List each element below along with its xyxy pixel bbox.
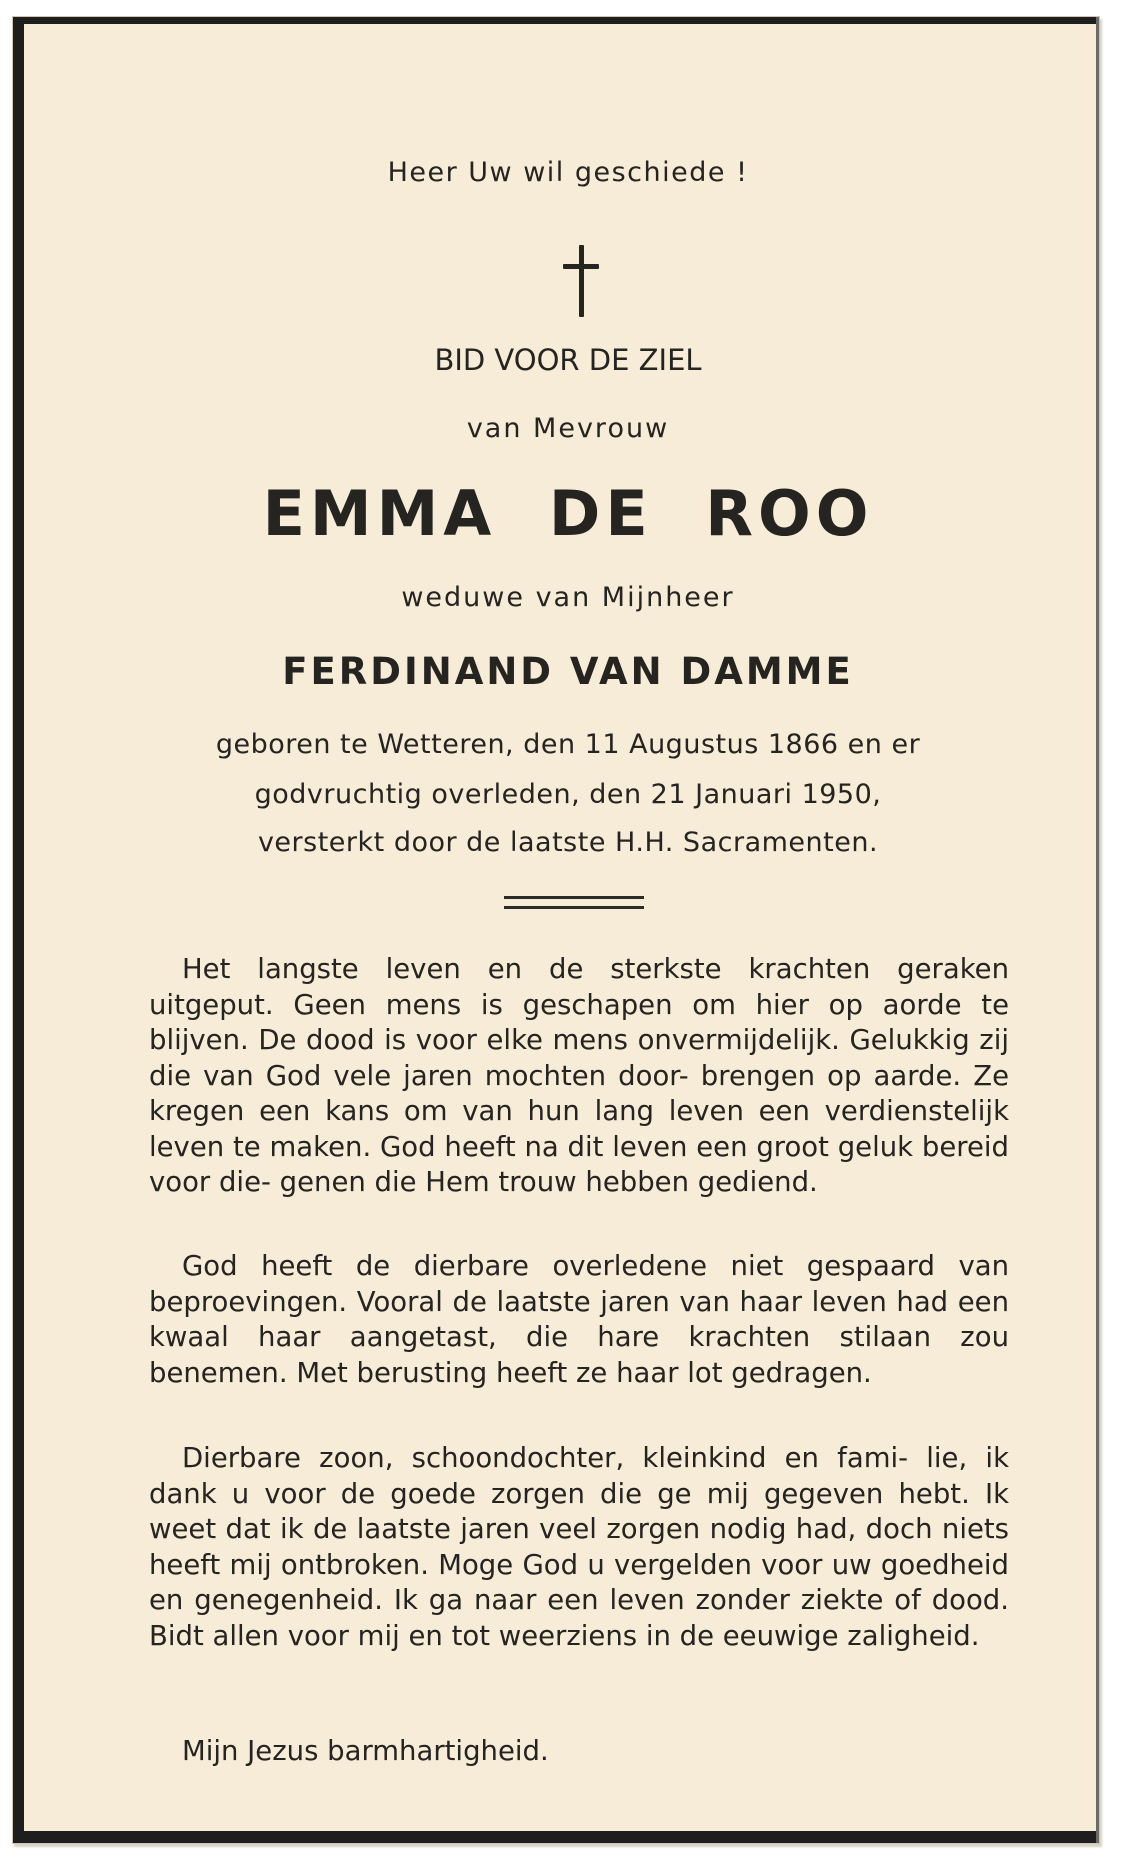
details-line-2: godvruchtig overleden, den 21 Januari 1950, [254, 779, 882, 810]
invocation-text: Heer Uw wil geschiede ! [387, 157, 749, 188]
border-right [1096, 17, 1099, 1843]
details-line-3: versterkt door de laatste H.H. Sacramenten. [257, 827, 879, 858]
details-line-1: geboren te Wetteren, den 11 Augustus 1866 en er [215, 729, 921, 760]
memorial-card [12, 16, 1100, 1844]
divider-line-lower [504, 906, 644, 909]
black-border-top [13, 17, 1099, 24]
deceased-name: EMMA DE ROO [262, 477, 874, 550]
black-border-bottom [13, 1831, 1099, 1843]
paragraph-trials: God heeft de dierbare overledene niet gespaard van beproevingen. Vooral de laatste jaren van haar leven had een kwaal haar aangetast, die hare krachten stilaan zou benemen. Met berusting heeft ze haar lot gedragen. [149, 1250, 1009, 1389]
latin-cross-icon [561, 245, 601, 317]
relation-text: weduwe van Mijnheer [401, 582, 735, 613]
paragraph-thanks: Dierbare zoon, schoondochter, kleinkind en fami- lie, ik dank u voor de goede zorgen die ge mij gegeven hebt. Ik weet dat ik de laatste jaren veel zorgen nodig had, doch niets heeft mij ontbroken. Moge God u vergelden voor uw goedheid en genegenheid. Ik ga naar een leven zonder ziekte of dood. Bidt allen voor mij en tot weerziens in de eeuwige zaligheid. [149, 1442, 1009, 1652]
black-border-left [13, 17, 24, 1843]
closing-prayer: Mijn Jezus barmhartigheid. [182, 1735, 549, 1767]
salutation-text: van Mevrouw [466, 413, 670, 444]
paragraph-life: Het langste leven en de sterkste krachten geraken uitgeput. Geen mens is geschapen om hier op aorde te blijven. De dood is voor elke mens onvermijdelijk. Gelukkig zij die van God vele jaren mochten door- brengen op aarde. Ze kregen een kans om van hun lang leven een verdienstelijk leven te maken. God heeft na dit leven een groot geluk bereid voor die- genen die Hem trouw hebben gediend. [149, 953, 1009, 1198]
prayer-request-heading: BID VOOR DE ZIEL [434, 343, 702, 377]
spouse-name: FERDINAND VAN DAMME [282, 650, 854, 693]
divider-line-upper [504, 896, 644, 899]
